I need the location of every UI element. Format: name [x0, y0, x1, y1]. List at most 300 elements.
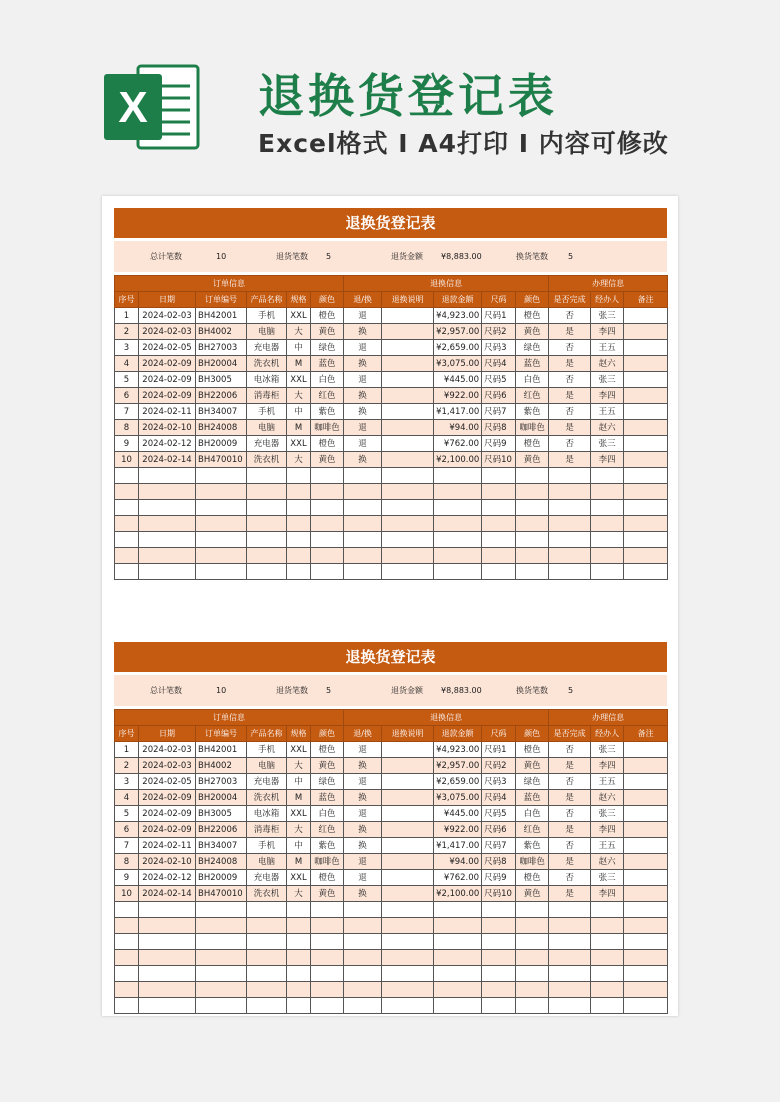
- cell-note: [382, 468, 434, 484]
- cell-product: 充电器: [247, 774, 287, 790]
- return-count-label: 退货笔数: [276, 252, 308, 261]
- table-row: [115, 372, 668, 388]
- cell-spec: M: [287, 356, 311, 372]
- cell-index: [115, 500, 139, 516]
- register-table: [114, 275, 668, 580]
- table-row: [115, 854, 668, 870]
- cell-spec: [287, 902, 311, 918]
- col-header-date: 日期: [139, 292, 196, 308]
- cell-product: [247, 564, 287, 580]
- banner: [0, 0, 780, 190]
- cell-size: [482, 484, 516, 500]
- cell-product: 电脑: [247, 324, 287, 340]
- cell-order-no: BH470010: [196, 886, 247, 902]
- col-header-refund: 退款金额: [434, 726, 482, 742]
- cell-index: 10: [115, 886, 139, 902]
- cell-spec: M: [287, 854, 311, 870]
- cell-date: 2024-02-14: [139, 452, 196, 468]
- cell-done: 否: [549, 838, 591, 854]
- cell-date: 2024-02-10: [139, 854, 196, 870]
- cell-size: 尺码1: [482, 308, 516, 324]
- cell-type: 退: [344, 372, 382, 388]
- cell-type: 退: [344, 774, 382, 790]
- col-header-product: 产品名称: [247, 292, 287, 308]
- cell-order-no: [196, 950, 247, 966]
- cell-done: 是: [549, 356, 591, 372]
- cell-handler: 张三: [591, 870, 624, 886]
- cell-product: 洗衣机: [247, 886, 287, 902]
- cell-date: 2024-02-05: [139, 774, 196, 790]
- cell-type: [344, 902, 382, 918]
- cell-index: 8: [115, 854, 139, 870]
- cell-note: [382, 838, 434, 854]
- cell-size: 尺码7: [482, 404, 516, 420]
- cell-refund: ¥1,417.00: [434, 838, 482, 854]
- cell-color: 黄色: [311, 886, 344, 902]
- cell-product: [247, 532, 287, 548]
- cell-index: [115, 934, 139, 950]
- cell-index: 9: [115, 436, 139, 452]
- cell-color-2: 咖啡色: [516, 420, 549, 436]
- cell-index: [115, 950, 139, 966]
- cell-date: 2024-02-09: [139, 806, 196, 822]
- cell-date: 2024-02-14: [139, 886, 196, 902]
- cell-size: [482, 998, 516, 1014]
- total-count-label: 总计笔数: [150, 252, 182, 261]
- cell-handler: [591, 950, 624, 966]
- cell-refund: ¥922.00: [434, 388, 482, 404]
- cell-note: [382, 918, 434, 934]
- register-sheet-1: [114, 208, 667, 580]
- cell-type: 换: [344, 790, 382, 806]
- cell-spec: 中: [287, 774, 311, 790]
- cell-size: [482, 902, 516, 918]
- column-header-row: [115, 726, 668, 742]
- table-row: [115, 806, 668, 822]
- cell-done: 否: [549, 870, 591, 886]
- cell-type: 退: [344, 854, 382, 870]
- cell-spec: XXL: [287, 372, 311, 388]
- cell-index: [115, 516, 139, 532]
- cell-color-2: 红色: [516, 388, 549, 404]
- excel-icon: [100, 56, 202, 158]
- cell-date: [139, 564, 196, 580]
- cell-spec: 大: [287, 388, 311, 404]
- cell-done: [549, 934, 591, 950]
- cell-order-no: BH4002: [196, 758, 247, 774]
- return-amount-label: 退货金额: [391, 686, 423, 695]
- cell-order-no: BH27003: [196, 340, 247, 356]
- cell-refund: ¥445.00: [434, 372, 482, 388]
- cell-type: 退: [344, 870, 382, 886]
- cell-done: 是: [549, 420, 591, 436]
- cell-remark: [624, 308, 668, 324]
- cell-spec: [287, 500, 311, 516]
- cell-date: 2024-02-12: [139, 870, 196, 886]
- col-header-size: 尺码: [482, 726, 516, 742]
- empty-row: [115, 966, 668, 982]
- empty-row: [115, 468, 668, 484]
- cell-color-2: 黄色: [516, 758, 549, 774]
- table-row: [115, 742, 668, 758]
- cell-handler: [591, 934, 624, 950]
- cell-color: 白色: [311, 806, 344, 822]
- cell-spec: 大: [287, 758, 311, 774]
- cell-handler: 李四: [591, 452, 624, 468]
- summary-bar: [114, 241, 667, 272]
- cell-size: [482, 468, 516, 484]
- cell-product: 洗衣机: [247, 356, 287, 372]
- cell-done: 是: [549, 790, 591, 806]
- column-header-row: [115, 292, 668, 308]
- cell-done: 是: [549, 854, 591, 870]
- cell-refund: ¥2,659.00: [434, 340, 482, 356]
- cell-color: [311, 532, 344, 548]
- cell-date: 2024-02-03: [139, 758, 196, 774]
- cell-spec: XXL: [287, 308, 311, 324]
- cell-refund: [434, 500, 482, 516]
- cell-product: 充电器: [247, 436, 287, 452]
- cell-spec: [287, 982, 311, 998]
- cell-index: [115, 468, 139, 484]
- table-row: [115, 790, 668, 806]
- cell-index: 4: [115, 790, 139, 806]
- cell-index: 3: [115, 340, 139, 356]
- cell-order-no: [196, 982, 247, 998]
- cell-product: [247, 516, 287, 532]
- cell-type: 换: [344, 404, 382, 420]
- cell-handler: 李四: [591, 388, 624, 404]
- cell-product: [247, 902, 287, 918]
- cell-product: 手机: [247, 838, 287, 854]
- cell-color: 白色: [311, 372, 344, 388]
- cell-remark: [624, 516, 668, 532]
- cell-refund: ¥2,957.00: [434, 324, 482, 340]
- cell-product: 洗衣机: [247, 452, 287, 468]
- cell-order-no: BH22006: [196, 822, 247, 838]
- cell-refund: [434, 950, 482, 966]
- cell-date: 2024-02-11: [139, 838, 196, 854]
- cell-refund: ¥1,417.00: [434, 404, 482, 420]
- cell-size: 尺码5: [482, 372, 516, 388]
- cell-size: [482, 564, 516, 580]
- cell-note: [382, 308, 434, 324]
- cell-handler: 张三: [591, 742, 624, 758]
- cell-color-2: [516, 484, 549, 500]
- page-title: 退换货登记表: [258, 69, 558, 123]
- cell-handler: 李四: [591, 758, 624, 774]
- cell-color-2: 绿色: [516, 340, 549, 356]
- cell-size: [482, 548, 516, 564]
- cell-size: 尺码10: [482, 886, 516, 902]
- cell-product: 电脑: [247, 420, 287, 436]
- col-header-order-no: 订单编号: [196, 292, 247, 308]
- cell-color-2: 绿色: [516, 774, 549, 790]
- cell-note: [382, 902, 434, 918]
- return-amount-value: ¥8,883.00: [441, 252, 482, 261]
- cell-spec: [287, 532, 311, 548]
- col-header-product: 产品名称: [247, 726, 287, 742]
- cell-done: 是: [549, 388, 591, 404]
- cell-refund: ¥94.00: [434, 854, 482, 870]
- cell-type: 换: [344, 324, 382, 340]
- cell-remark: [624, 886, 668, 902]
- cell-size: [482, 516, 516, 532]
- cell-order-no: BH20009: [196, 870, 247, 886]
- cell-order-no: [196, 564, 247, 580]
- col-header-remark: 备注: [624, 292, 668, 308]
- cell-note: [382, 548, 434, 564]
- cell-done: 是: [549, 758, 591, 774]
- cell-done: [549, 998, 591, 1014]
- cell-done: 否: [549, 404, 591, 420]
- cell-note: [382, 854, 434, 870]
- cell-product: [247, 966, 287, 982]
- cell-done: 否: [549, 308, 591, 324]
- table-row: [115, 758, 668, 774]
- cell-index: 8: [115, 420, 139, 436]
- cell-index: 7: [115, 838, 139, 854]
- cell-handler: 赵六: [591, 356, 624, 372]
- cell-order-no: [196, 532, 247, 548]
- cell-note: [382, 564, 434, 580]
- cell-index: 10: [115, 452, 139, 468]
- cell-spec: XXL: [287, 806, 311, 822]
- cell-product: [247, 998, 287, 1014]
- empty-row: [115, 484, 668, 500]
- cell-remark: [624, 822, 668, 838]
- cell-type: 换: [344, 822, 382, 838]
- cell-order-no: [196, 918, 247, 934]
- cell-size: 尺码9: [482, 436, 516, 452]
- cell-spec: M: [287, 420, 311, 436]
- cell-spec: [287, 934, 311, 950]
- col-header-handler: 经办人: [591, 292, 624, 308]
- cell-color-2: 橙色: [516, 308, 549, 324]
- cell-order-no: [196, 998, 247, 1014]
- col-header-spec: 规格: [287, 726, 311, 742]
- cell-done: 否: [549, 806, 591, 822]
- cell-color-2: [516, 934, 549, 950]
- cell-index: 9: [115, 870, 139, 886]
- cell-type: [344, 500, 382, 516]
- cell-color-2: [516, 998, 549, 1014]
- cell-color-2: 黄色: [516, 886, 549, 902]
- cell-refund: [434, 484, 482, 500]
- cell-color: [311, 902, 344, 918]
- col-header-handler: 经办人: [591, 726, 624, 742]
- cell-product: 电脑: [247, 758, 287, 774]
- cell-refund: ¥2,957.00: [434, 758, 482, 774]
- cell-remark: [624, 870, 668, 886]
- col-header-color: 颜色: [311, 726, 344, 742]
- empty-row: [115, 500, 668, 516]
- cell-index: 2: [115, 758, 139, 774]
- cell-note: [382, 532, 434, 548]
- cell-note: [382, 340, 434, 356]
- cell-done: 否: [549, 742, 591, 758]
- cell-color-2: [516, 500, 549, 516]
- cell-color-2: [516, 982, 549, 998]
- cell-type: [344, 918, 382, 934]
- cell-spec: [287, 516, 311, 532]
- cell-index: 6: [115, 822, 139, 838]
- empty-row: [115, 934, 668, 950]
- cell-order-no: BH20004: [196, 356, 247, 372]
- cell-color: 红色: [311, 388, 344, 404]
- cell-note: [382, 966, 434, 982]
- cell-size: [482, 966, 516, 982]
- group-order-info: 订单信息: [115, 710, 344, 726]
- cell-refund: ¥762.00: [434, 870, 482, 886]
- cell-date: 2024-02-03: [139, 742, 196, 758]
- cell-product: [247, 468, 287, 484]
- cell-color-2: [516, 950, 549, 966]
- cell-refund: [434, 982, 482, 998]
- cell-handler: 赵六: [591, 854, 624, 870]
- cell-size: 尺码6: [482, 388, 516, 404]
- page-subtitle: Excel格式 I A4打印 I 内容可修改: [258, 129, 669, 158]
- cell-spec: XXL: [287, 870, 311, 886]
- cell-product: 洗衣机: [247, 790, 287, 806]
- cell-size: 尺码9: [482, 870, 516, 886]
- cell-color: [311, 982, 344, 998]
- cell-index: [115, 902, 139, 918]
- cell-order-no: BH22006: [196, 388, 247, 404]
- cell-note: [382, 388, 434, 404]
- cell-handler: [591, 468, 624, 484]
- cell-color: 紫色: [311, 838, 344, 854]
- cell-index: 1: [115, 742, 139, 758]
- cell-color: 咖啡色: [311, 420, 344, 436]
- cell-remark: [624, 340, 668, 356]
- cell-handler: 李四: [591, 822, 624, 838]
- cell-spec: [287, 950, 311, 966]
- col-header-color: 颜色: [311, 292, 344, 308]
- cell-color-2: [516, 468, 549, 484]
- cell-color: [311, 918, 344, 934]
- cell-refund: [434, 516, 482, 532]
- return-count-value: 5: [326, 252, 332, 261]
- cell-product: 消毒柜: [247, 388, 287, 404]
- register-sheet-2: [114, 642, 667, 1014]
- cell-product: 手机: [247, 404, 287, 420]
- cell-date: [139, 548, 196, 564]
- cell-spec: [287, 484, 311, 500]
- cell-index: 5: [115, 806, 139, 822]
- cell-handler: 赵六: [591, 790, 624, 806]
- exchange-count-label: 换货笔数: [516, 252, 548, 261]
- cell-note: [382, 324, 434, 340]
- cell-done: [549, 902, 591, 918]
- cell-order-no: [196, 484, 247, 500]
- cell-order-no: BH470010: [196, 452, 247, 468]
- cell-refund: ¥922.00: [434, 822, 482, 838]
- cell-color-2: 紫色: [516, 404, 549, 420]
- cell-color: [311, 468, 344, 484]
- cell-size: 尺码3: [482, 340, 516, 356]
- cell-spec: 大: [287, 886, 311, 902]
- cell-color: 绿色: [311, 340, 344, 356]
- cell-spec: 大: [287, 324, 311, 340]
- register-table: [114, 709, 668, 1014]
- cell-size: 尺码2: [482, 324, 516, 340]
- cell-product: 充电器: [247, 870, 287, 886]
- cell-color-2: 紫色: [516, 838, 549, 854]
- cell-color: 咖啡色: [311, 854, 344, 870]
- table-row: [115, 452, 668, 468]
- col-header-spec: 规格: [287, 292, 311, 308]
- empty-row: [115, 564, 668, 580]
- cell-refund: ¥3,075.00: [434, 356, 482, 372]
- cell-remark: [624, 854, 668, 870]
- cell-remark: [624, 790, 668, 806]
- cell-index: 3: [115, 774, 139, 790]
- cell-color-2: 橙色: [516, 436, 549, 452]
- cell-size: 尺码8: [482, 854, 516, 870]
- cell-remark: [624, 774, 668, 790]
- cell-refund: [434, 532, 482, 548]
- cell-color-2: [516, 966, 549, 982]
- cell-type: 退: [344, 420, 382, 436]
- cell-index: [115, 982, 139, 998]
- cell-type: 换: [344, 452, 382, 468]
- col-header-index: 序号: [115, 726, 139, 742]
- empty-row: [115, 516, 668, 532]
- cell-type: 退: [344, 308, 382, 324]
- cell-handler: 王五: [591, 774, 624, 790]
- cell-date: [139, 484, 196, 500]
- cell-date: 2024-02-10: [139, 420, 196, 436]
- cell-note: [382, 372, 434, 388]
- cell-done: 否: [549, 436, 591, 452]
- cell-remark: [624, 484, 668, 500]
- return-amount-value: ¥8,883.00: [441, 686, 482, 695]
- cell-done: [549, 468, 591, 484]
- table-row: [115, 388, 668, 404]
- cell-note: [382, 870, 434, 886]
- cell-note: [382, 404, 434, 420]
- cell-product: [247, 934, 287, 950]
- cell-size: [482, 918, 516, 934]
- group-handling-info: 办理信息: [549, 276, 668, 292]
- empty-row: [115, 998, 668, 1014]
- sheet-title: 退换货登记表: [114, 208, 667, 238]
- cell-type: [344, 998, 382, 1014]
- table-row: [115, 774, 668, 790]
- cell-color-2: 橙色: [516, 742, 549, 758]
- cell-type: [344, 934, 382, 950]
- cell-color-2: [516, 516, 549, 532]
- cell-note: [382, 998, 434, 1014]
- cell-product: 电脑: [247, 854, 287, 870]
- cell-refund: [434, 468, 482, 484]
- cell-size: 尺码8: [482, 420, 516, 436]
- cell-remark: [624, 404, 668, 420]
- cell-date: [139, 934, 196, 950]
- cell-spec: [287, 918, 311, 934]
- cell-spec: M: [287, 790, 311, 806]
- cell-note: [382, 774, 434, 790]
- cell-product: [247, 982, 287, 998]
- cell-remark: [624, 838, 668, 854]
- cell-refund: ¥762.00: [434, 436, 482, 452]
- cell-spec: 大: [287, 452, 311, 468]
- cell-remark: [624, 420, 668, 436]
- cell-type: 退: [344, 742, 382, 758]
- cell-remark: [624, 452, 668, 468]
- cell-date: [139, 532, 196, 548]
